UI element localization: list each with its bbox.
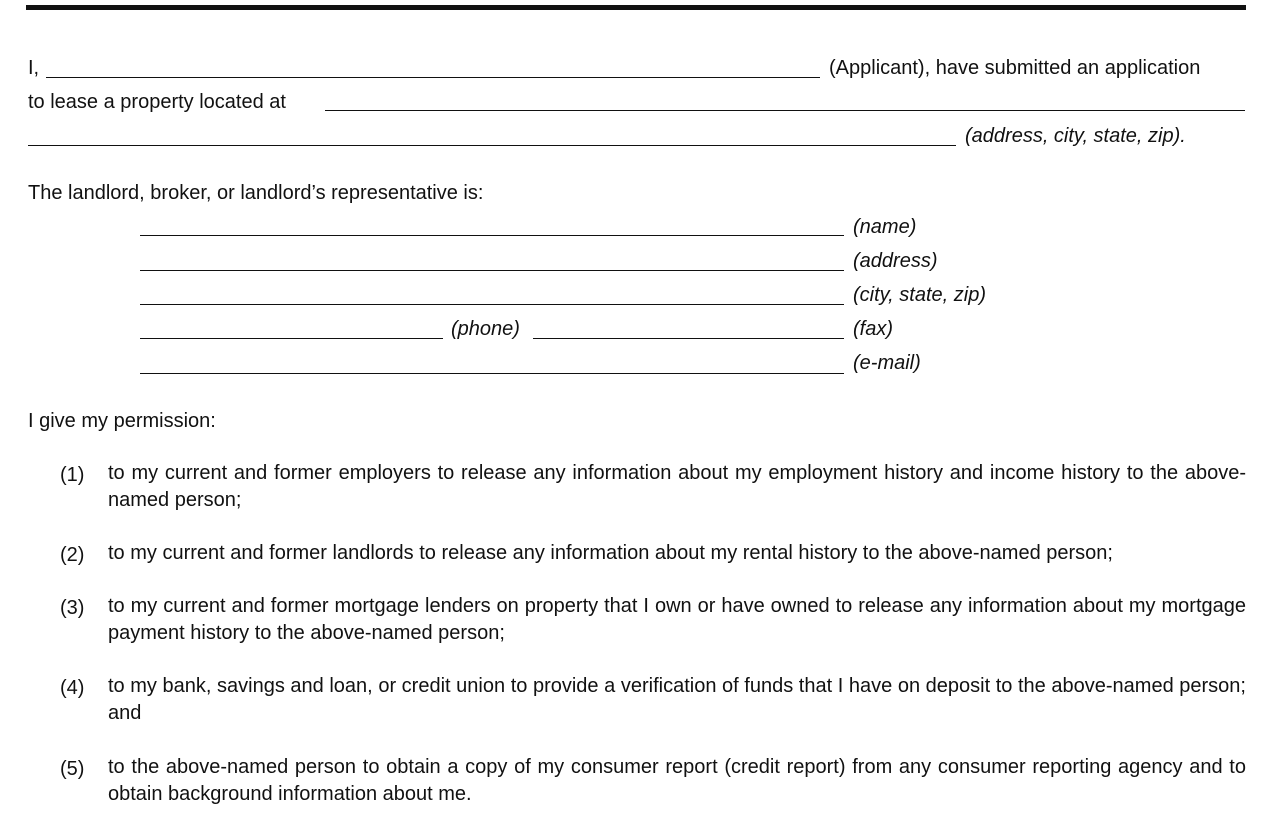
- intro-prefix: I,: [28, 57, 40, 79]
- landlord-heading: The landlord, broker, or landlord’s representative is:: [28, 182, 484, 204]
- top-border: [26, 5, 1246, 10]
- landlord-name-field[interactable]: [140, 235, 844, 236]
- landlord-city-field[interactable]: [140, 304, 844, 305]
- city-label: (city, state, zip): [853, 284, 986, 306]
- fax-label: (fax): [853, 318, 893, 340]
- permission-item-4: to my bank, savings and loan, or credit union to provide a verification of funds that I have on deposit to the above-named person; and: [108, 675, 1246, 724]
- lease-prefix: to lease a property located at: [28, 91, 286, 113]
- permission-item-2: to my current and former landlords to release any information about my rental history to the above-named person;: [108, 542, 1113, 564]
- name-label: (name): [853, 216, 917, 238]
- email-label: (e-mail): [853, 352, 921, 374]
- permission-item-3: to my current and former mortgage lenders on property that I own or have owned to release any information about my mortgage payment history to the above-named person;: [108, 595, 1246, 644]
- item-number: (1): [60, 464, 85, 486]
- landlord-address-field[interactable]: [140, 270, 844, 271]
- landlord-email-field[interactable]: [140, 373, 844, 374]
- permission-item-1: to my current and former employers to release any information about my employment history and income history to the above-named person;: [108, 462, 1246, 511]
- property-address-field-2[interactable]: [28, 145, 956, 146]
- item-number: (4): [60, 677, 85, 699]
- landlord-address-label: (address): [853, 250, 938, 272]
- address-label: (address, city, state, zip).: [965, 125, 1186, 147]
- property-address-field[interactable]: [325, 110, 1245, 111]
- landlord-fax-field[interactable]: [533, 338, 844, 339]
- landlord-phone-field[interactable]: [140, 338, 443, 339]
- permission-heading: I give my permission:: [28, 410, 216, 432]
- item-number: (2): [60, 544, 85, 566]
- applicant-name-field[interactable]: [46, 77, 820, 78]
- permission-item-5: to the above-named person to obtain a copy of my consumer report (credit report) from any consumer reporting agency and to obtain background information about me.: [108, 756, 1246, 805]
- phone-label: (phone): [451, 318, 520, 340]
- applicant-label: (Applicant), have submitted an application: [829, 57, 1201, 79]
- item-number: (3): [60, 597, 85, 619]
- item-number: (5): [60, 758, 85, 780]
